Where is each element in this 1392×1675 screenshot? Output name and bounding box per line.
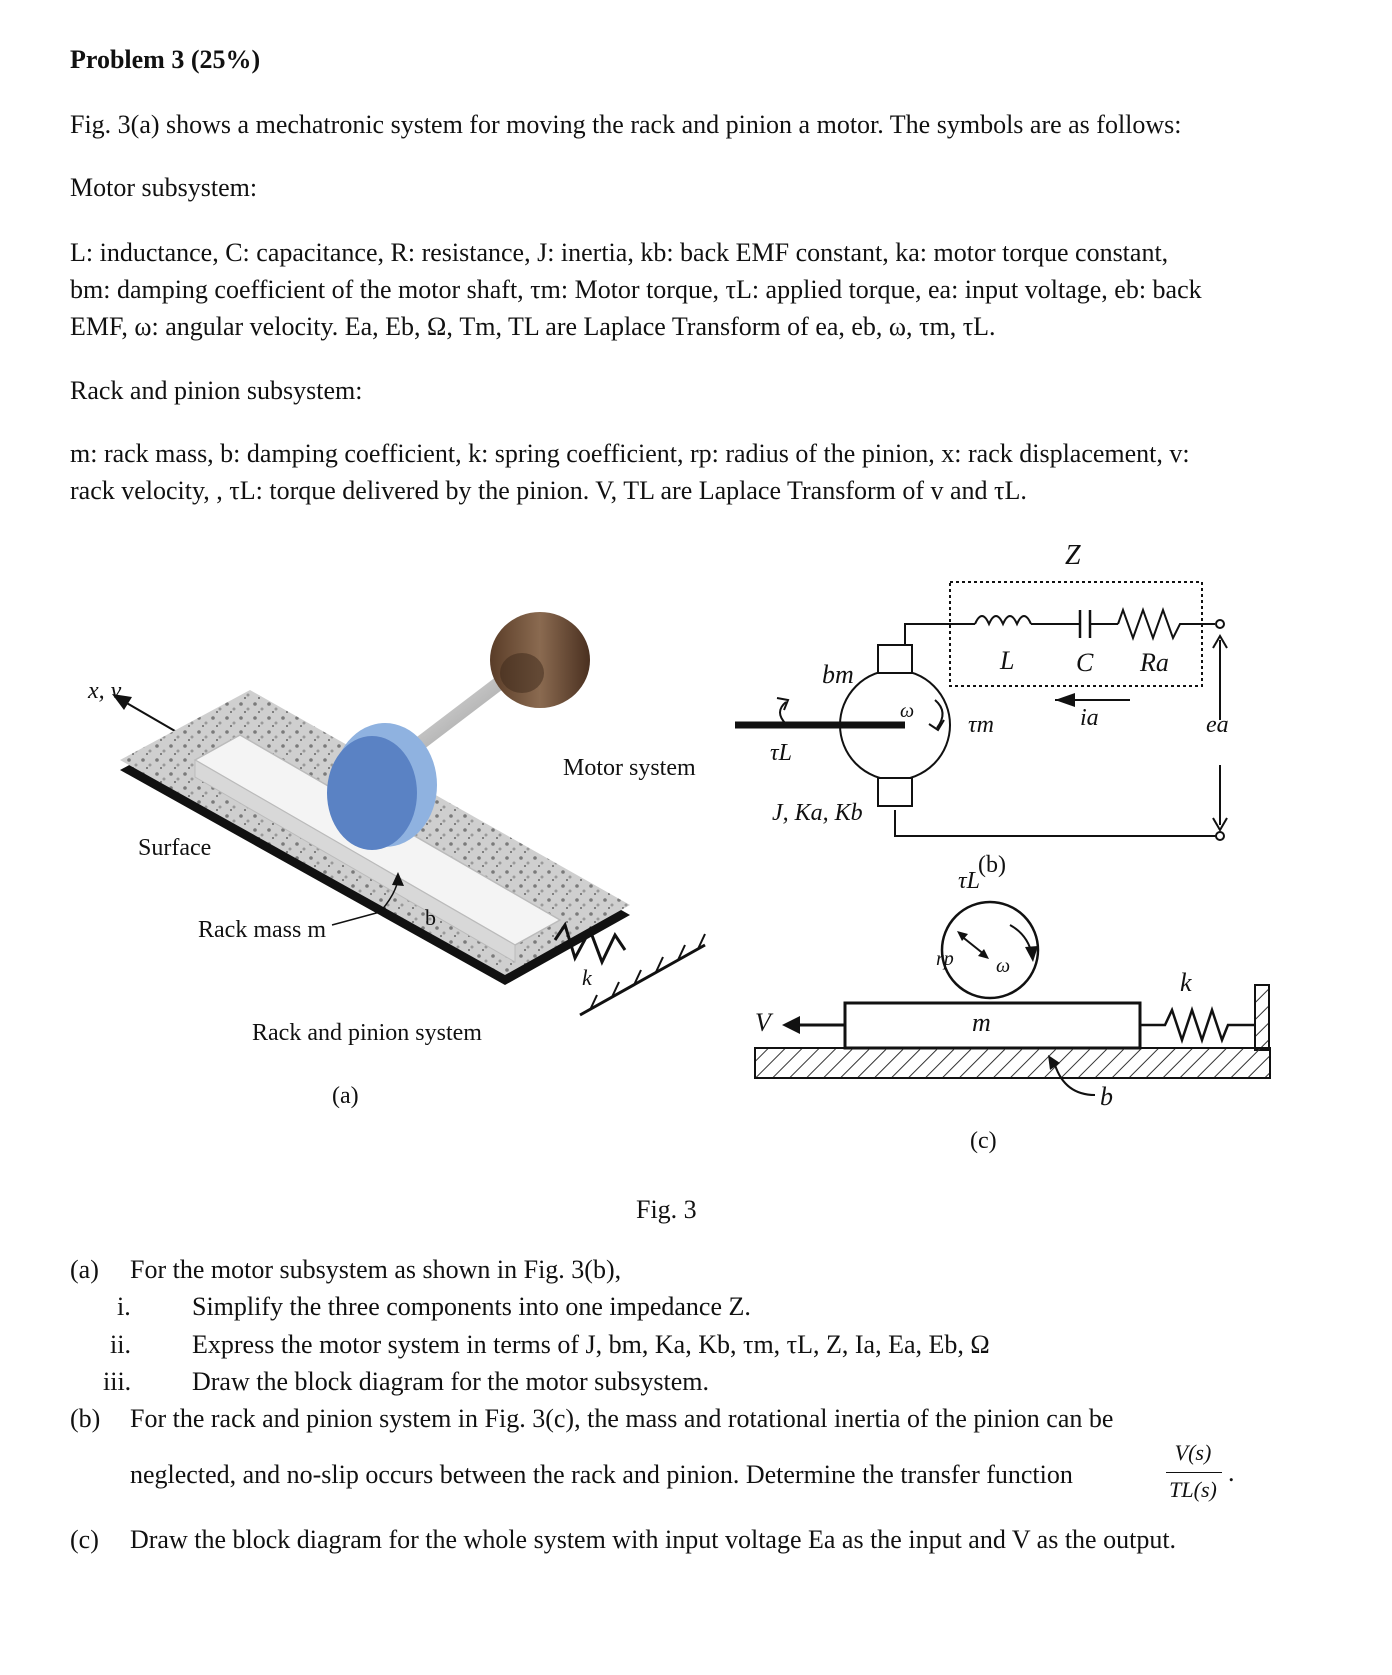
q-c-num: (c) [70,1525,99,1554]
tau-l-label-b: τL [770,740,792,766]
pinion-circle [942,902,1038,998]
omega-label-c: ω [996,955,1011,977]
c-label: C [1076,648,1094,677]
q-b-num: (b) [70,1404,101,1433]
bm-label: bm [822,660,854,689]
k-label-c: k [1180,968,1192,997]
fig-a-caption: (a) [332,1083,359,1109]
tau-l-label-c: τL [958,868,980,894]
brush-top [878,645,912,673]
fig-a-drawing [112,612,705,1015]
problem-title: Problem 3 (25%) [70,45,261,74]
rp-label: rp [936,948,954,970]
q-a-ii-text: Express the motor system in terms of J, bm, Ka, Kb, τm, τL, Z, Ia, Ea, Eb, Ω [192,1330,990,1359]
brush-bottom [878,778,912,806]
omega-label-b: ω [900,700,915,722]
tf-numerator: V(s) [1174,1440,1212,1465]
tau-l-arrow-b-head [777,698,788,710]
fig-c-caption: (c) [970,1128,997,1154]
rack-mass-leader [332,912,380,925]
tf-fraction-bar [1166,1472,1222,1473]
tau-m-label: τm [968,712,994,738]
intro-text: Fig. 3(a) shows a mechatronic system for moving the rack and pinion a motor. The symbols are as follows: [70,110,1182,139]
tf-denominator: TL(s) [1169,1477,1217,1502]
pinion-face [327,736,417,850]
q-c-text: Draw the block diagram for the whole system with input voltage Ea as the input and V as the output. [130,1525,1177,1554]
q-a-text: For the motor subsystem as shown in Fig. 3(b), [130,1255,622,1284]
wire-top-left [890,624,975,645]
tf-period: . [1228,1458,1235,1487]
motor-face [500,653,544,693]
motor-heading: Motor subsystem: [70,173,258,202]
fig-c-drawing [755,902,1270,1095]
ia-arrow-head [1055,693,1075,707]
motor-body [490,612,590,708]
q-a-num: (a) [70,1255,99,1284]
motor-symbols-line3: EMF, ω: angular velocity. Ea, Eb, Ω, Tm, TL are Laplace Transform of ea, eb, ω, τm, τL. [70,312,996,341]
rack-symbols-line1: m: rack mass, b: damping coefficient, k: spring coefficient, rp: radius of the pinion, x: rack displacement, v: [70,439,1190,468]
figure-title: Fig. 3 [636,1195,697,1224]
q-a-iii-text: Draw the block diagram for the motor subsystem. [192,1367,709,1396]
motor-symbols-line1: L: inductance, C: capacitance, R: resistance, J: inertia, kb: back EMF constant, ka: motor torque constant, [70,238,1169,267]
rack-mass-box [845,1003,1140,1048]
q-a-ii-num: ii. [110,1330,131,1359]
k-label-a: k [582,965,592,990]
ra-label: Ra [1140,648,1169,677]
z-label: Z [1065,540,1081,571]
fig-b-caption: (b) [978,852,1006,878]
b-label-c: b [1100,1082,1113,1111]
inductor-l [975,616,1031,624]
b-label-a: b [425,905,436,930]
q-a-i-num: i. [117,1292,131,1321]
q-a-iii-num: iii. [103,1367,132,1396]
surface-label: Surface [138,835,212,861]
motor-symbols-line2: bm: damping coefficient of the motor shaft, τm: Motor torque, τL: applied torque, ea: input voltage, eb: back [70,275,1202,304]
ea-label: ea [1206,712,1229,738]
spring-k-c [1140,1010,1255,1040]
v-label: V [755,1008,771,1037]
m-label: m [972,1008,991,1037]
rack-mass-label: Rack mass m [198,917,326,943]
ground-c [755,1048,1270,1078]
ia-label: ia [1080,705,1099,731]
xv-label: x, v [88,678,122,704]
rp-system-label: Rack and pinion system [252,1020,482,1046]
resistor-ra [1118,610,1215,638]
rack-symbols-line2: rack velocity, , τL: torque delivered by the pinion. V, TL are Laplace Transform of v and τL. [70,476,1027,505]
terminal-top [1216,620,1224,628]
terminal-bottom [1216,832,1224,840]
motor-system-label: Motor system [563,755,696,781]
l-label: L [1000,646,1015,675]
q-a-i-text: Simplify the three components into one impedance Z. [192,1292,751,1321]
q-b-text2: neglected, and no-slip occurs between the rack and pinion. Determine the transfer function [130,1460,1073,1489]
wall-c [1255,985,1269,1050]
wire-bottom [895,810,1216,836]
rack-heading: Rack and pinion subsystem: [70,376,363,405]
v-arrow-head [782,1016,800,1034]
q-b-text1: For the rack and pinion system in Fig. 3(c), the mass and rotational inertia of the pinion can be [130,1404,1114,1433]
params-label: J, Ka, Kb [772,800,863,826]
